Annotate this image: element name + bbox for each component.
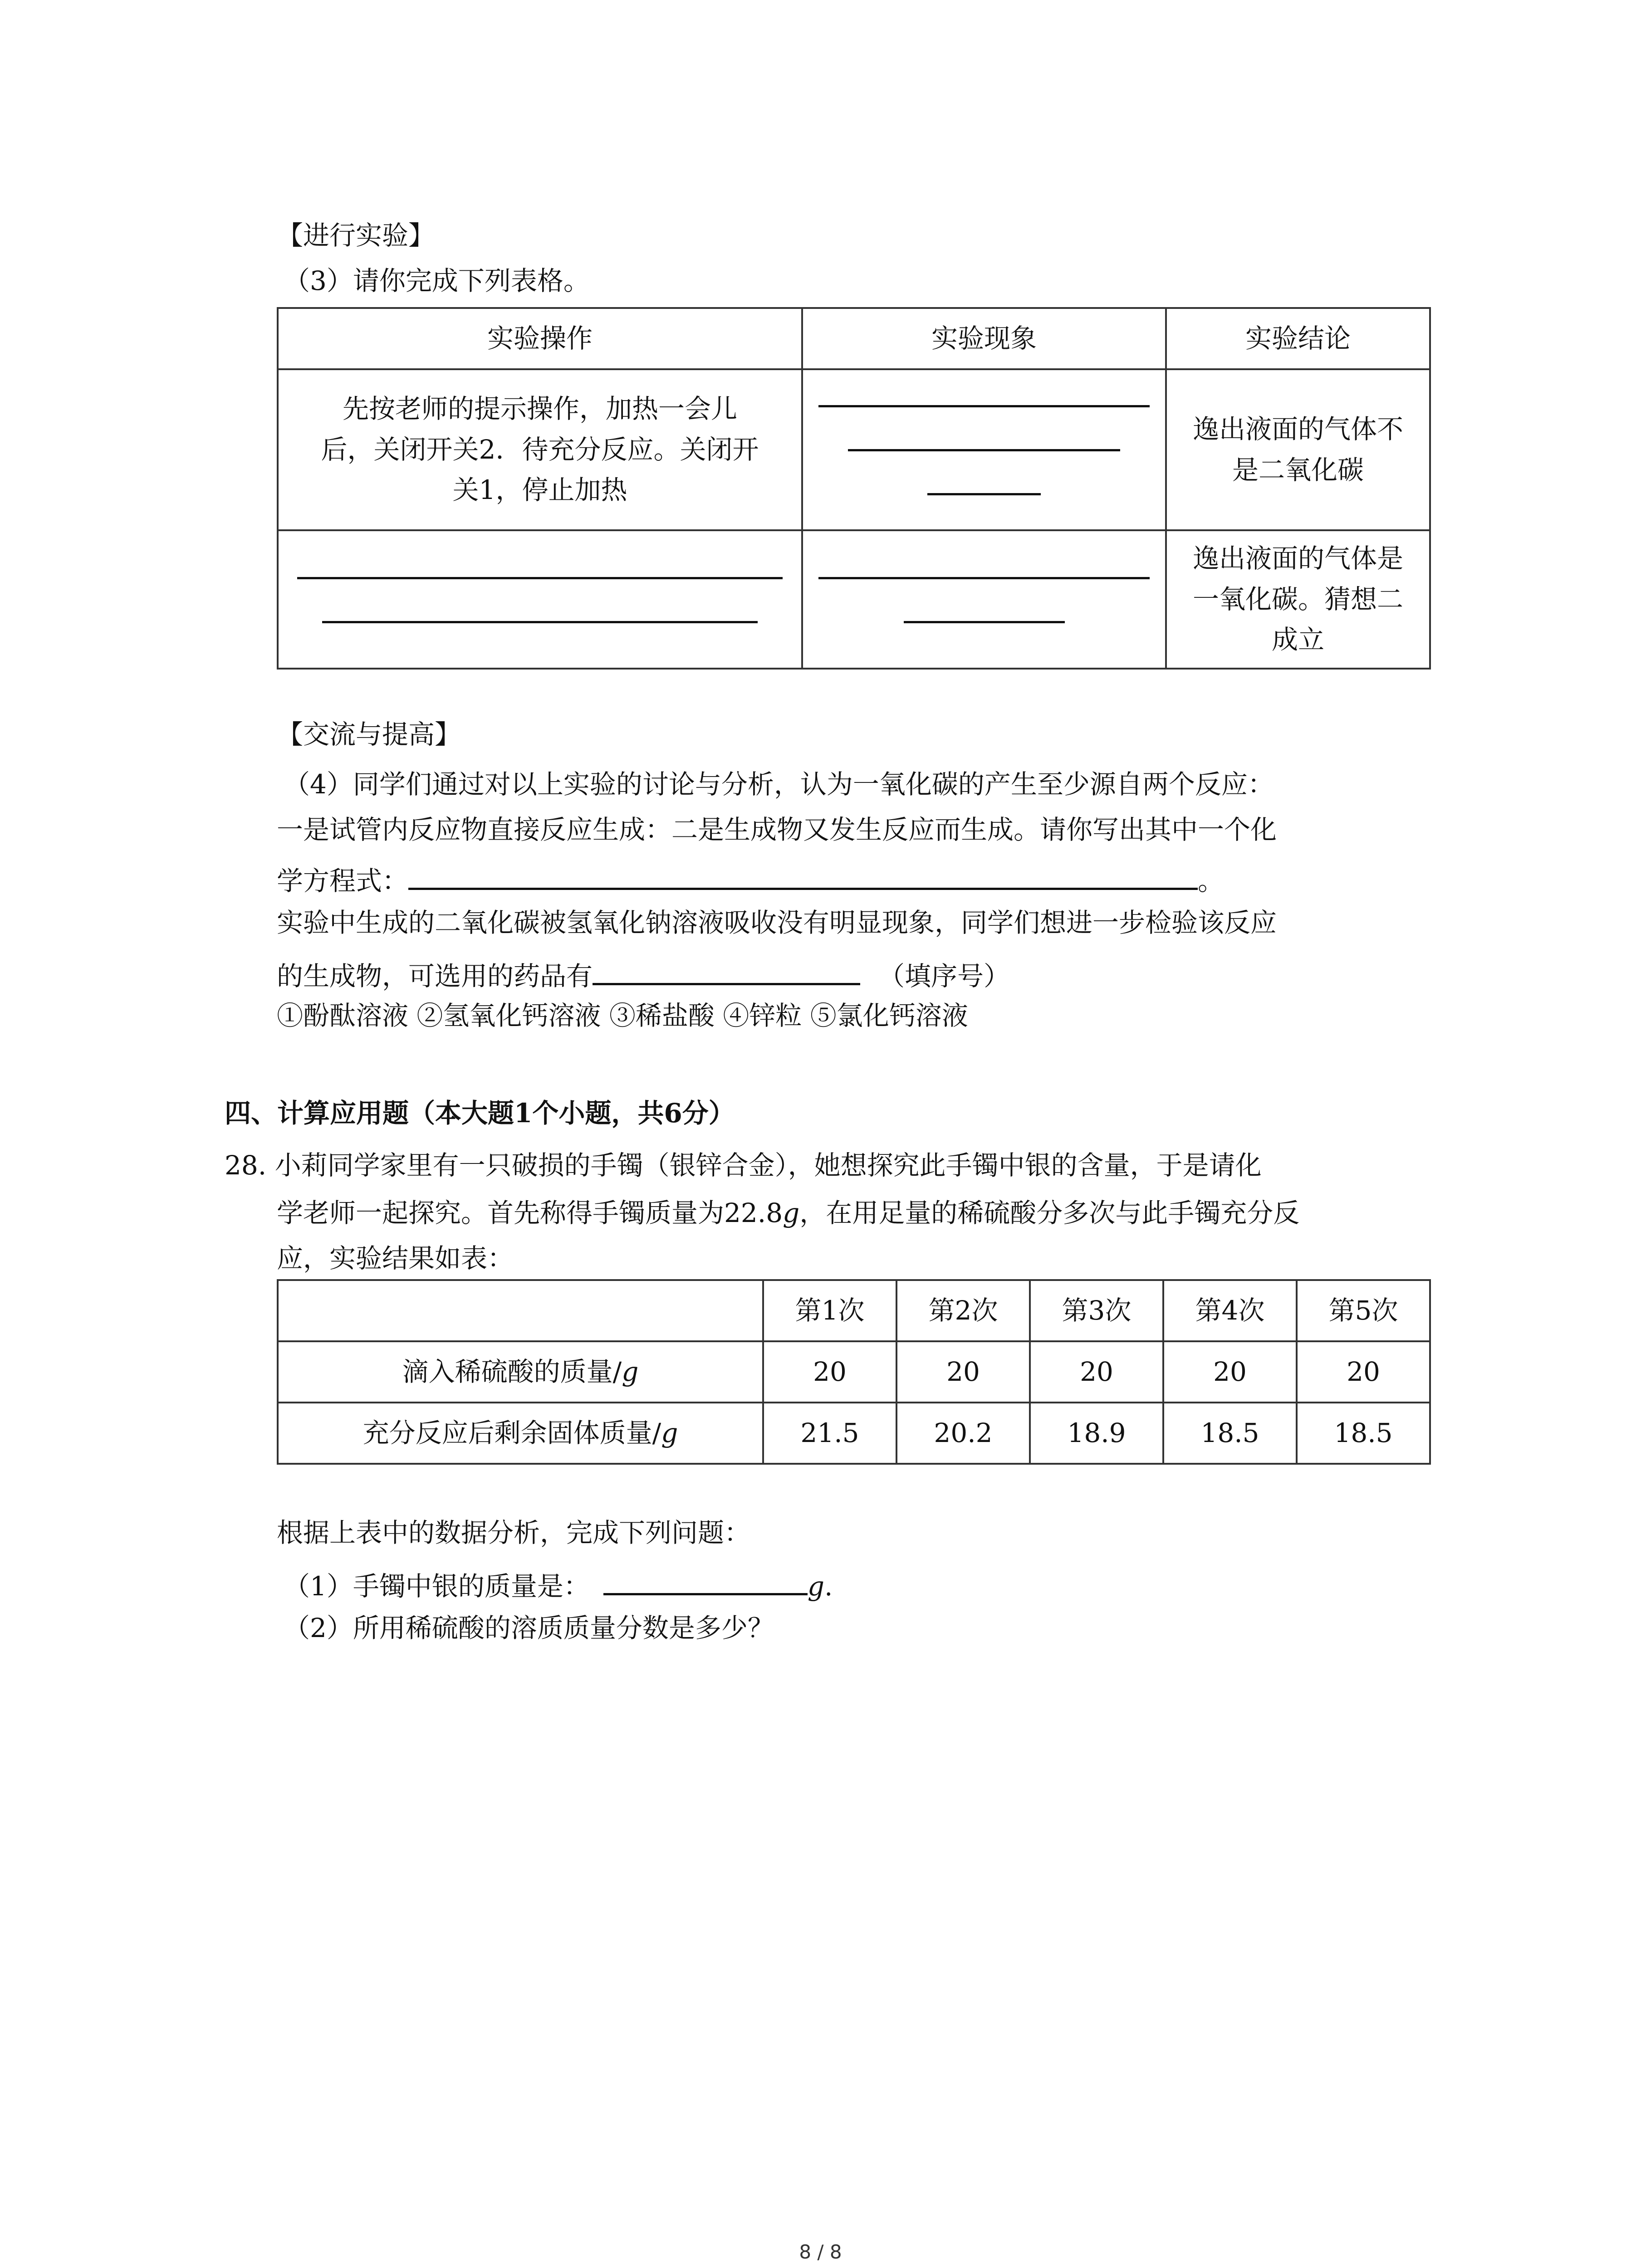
- section-heading-experiment: 【进行实验】: [277, 220, 435, 251]
- page-number: 8 / 8: [799, 2241, 842, 2263]
- section-heading-discussion: 【交流与提高】: [277, 719, 461, 750]
- table-cell: 20: [1030, 1341, 1163, 1403]
- row1-phenomenon-blank[interactable]: [802, 369, 1166, 530]
- row1-operation-line-3: 关1，停止加热: [452, 474, 627, 506]
- row2-conclusion-line-3: 成立: [1271, 624, 1324, 655]
- answer-line[interactable]: [297, 576, 783, 579]
- q28-mass-unit: g: [783, 1198, 800, 1228]
- row2-conclusion: [1166, 530, 1430, 669]
- header-conclusion: 实验结论: [1166, 308, 1430, 369]
- table-cell: 20.2: [896, 1403, 1030, 1464]
- row1-operation-line-2: 后，关闭开关2．待充分反应。关闭开: [321, 434, 759, 465]
- question-28-line-2: [277, 1200, 1299, 1226]
- table-cell: 20: [1163, 1341, 1297, 1403]
- table-cell: 20: [1297, 1341, 1430, 1403]
- question-4-line-3: [277, 864, 1224, 894]
- equation-prompt: 学方程式：: [277, 865, 409, 896]
- row-label-remaining-solid: [278, 1403, 763, 1464]
- sub-question-2: （2）所用稀硫酸的溶质质量分数是多少？: [284, 1613, 774, 1643]
- answer-line[interactable]: [818, 576, 1150, 579]
- question-3: （3）请你完成下列表格。: [284, 265, 590, 296]
- header-trial-1: 第1次: [763, 1280, 896, 1341]
- question-4-line-1: （4）同学们通过对以上实验的讨论与分析，认为一氧化碳的产生至少源自两个反应：: [284, 769, 1274, 800]
- row1-conclusion: [1166, 369, 1430, 530]
- row-label-acid-mass: [278, 1341, 763, 1403]
- table-cell: 18.5: [1163, 1403, 1297, 1464]
- header-phenomenon: 实验现象: [802, 308, 1166, 369]
- table-row: [278, 1341, 1430, 1403]
- analysis-intro: 根据上表中的数据分析，完成下列问题：: [277, 1517, 751, 1548]
- sub-question-1: [284, 1569, 833, 1602]
- row1-conclusion-line-2: 是二氧化碳: [1232, 454, 1364, 485]
- answer-line[interactable]: [322, 620, 758, 623]
- reagent-answer-blank[interactable]: [593, 959, 860, 985]
- table-cell: 18.9: [1030, 1403, 1163, 1464]
- answer-line[interactable]: [904, 620, 1065, 623]
- table-cell: 20: [896, 1341, 1030, 1403]
- silver-mass-end: .: [824, 1571, 833, 1602]
- question-28-line-1: 28. 小莉同学家里有一只破损的手镯（银锌合金），她想探究此手镯中银的含量，于是请化: [225, 1150, 1262, 1181]
- reagent-options: ①酚酞溶液 ②氢氧化钙溶液 ③稀盐酸 ④锌粒 ⑤氯化钙溶液: [277, 1000, 968, 1031]
- silver-mass-prompt: （1）手镯中银的质量是：: [284, 1571, 590, 1602]
- row-label-text: 充分反应后剩余固体质量/: [362, 1417, 661, 1448]
- row-label-unit: g: [622, 1356, 639, 1387]
- question-4-line-4: 实验中生成的二氧化碳被氢氧化钠溶液吸收没有明显现象，同学们想进一步检验该反应: [277, 907, 1277, 938]
- row2-conclusion-line-1: 逸出液面的气体是: [1192, 543, 1403, 574]
- row2-conclusion-line-2: 一氧化碳。猜想二: [1192, 583, 1403, 615]
- reagent-hint: （填序号）: [878, 961, 1010, 992]
- silver-mass-answer-blank[interactable]: [603, 1569, 808, 1595]
- question-4-line-5: [277, 959, 1010, 992]
- table-cell: 21.5: [763, 1403, 896, 1464]
- experiment-table: [277, 307, 1431, 670]
- row1-conclusion-line-1: 逸出液面的气体不: [1192, 413, 1403, 445]
- reagent-prompt: 的生成物，可选用的药品有: [277, 961, 593, 992]
- header-trial-3: 第3次: [1030, 1280, 1163, 1341]
- q28-mass-text: 学老师一起探究。首先称得手镯质量为22.8: [277, 1198, 783, 1228]
- results-table: [277, 1279, 1431, 1465]
- question-28-line-3: 应，实验结果如表：: [277, 1243, 514, 1274]
- row2-operation-blank[interactable]: [278, 530, 802, 669]
- answer-line[interactable]: [848, 448, 1120, 451]
- row-label-text: 滴入稀硫酸的质量/: [402, 1356, 622, 1387]
- row2-phenomenon-blank[interactable]: [802, 530, 1166, 669]
- header-blank: [278, 1280, 763, 1341]
- table-cell: 18.5: [1297, 1403, 1430, 1464]
- equation-answer-blank[interactable]: [408, 864, 1198, 890]
- header-operation: 实验操作: [278, 308, 802, 369]
- header-trial-4: 第4次: [1163, 1280, 1297, 1341]
- table-cell: 20: [763, 1341, 896, 1403]
- question-4-line-2: 一是试管内反应物直接反应生成：二是生成物又发生反应而生成。请你写出其中一个化: [277, 814, 1277, 845]
- silver-mass-unit: g: [807, 1571, 825, 1602]
- row1-operation: [278, 369, 802, 530]
- row-label-unit: g: [661, 1417, 678, 1448]
- header-trial-2: 第2次: [896, 1280, 1030, 1341]
- header-trial-5: 第5次: [1297, 1280, 1430, 1341]
- row1-operation-line-1: 先按老师的提示操作，加热一会儿: [342, 393, 737, 424]
- answer-line[interactable]: [927, 492, 1041, 495]
- equation-end: 。: [1198, 865, 1225, 896]
- q28-mass-rest: ，在用足量的稀硫酸分多次与此手镯充分反: [799, 1198, 1300, 1228]
- table-row: [278, 1403, 1430, 1464]
- section-4-title: 四、计算应用题（本大题1个小题，共6分）: [225, 1098, 735, 1129]
- answer-line[interactable]: [818, 404, 1150, 407]
